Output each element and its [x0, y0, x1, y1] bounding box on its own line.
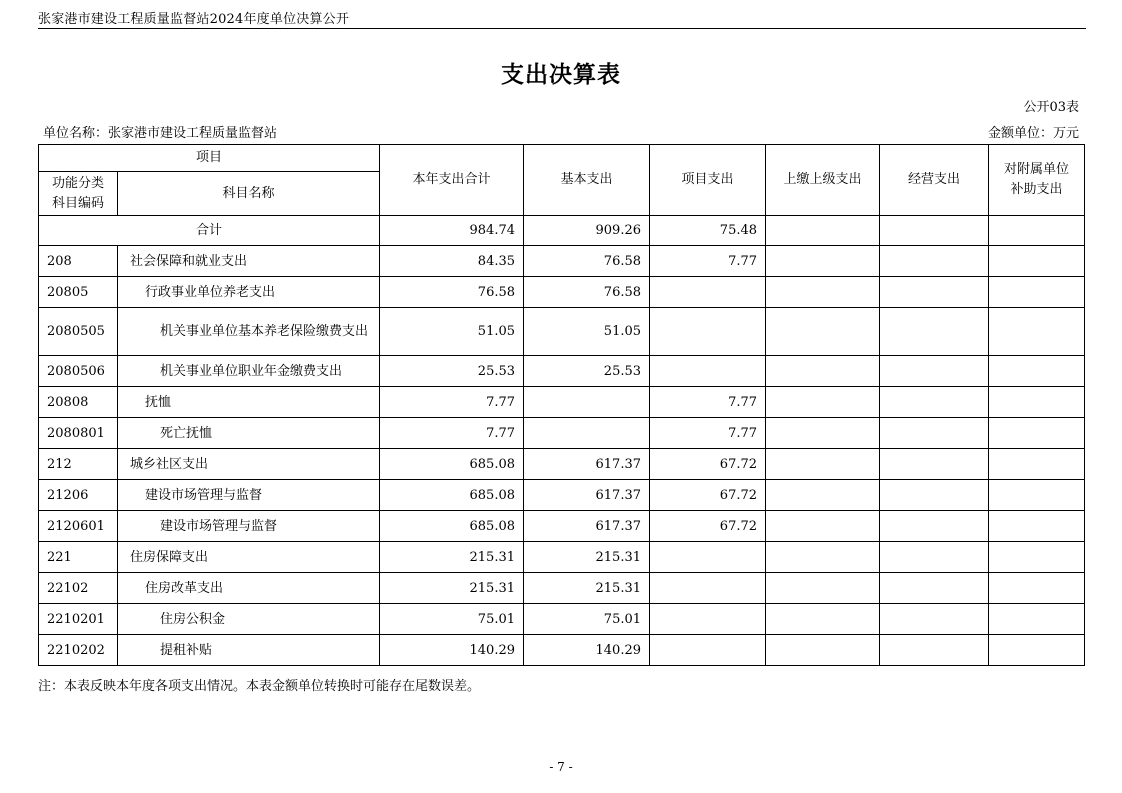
- total-cell: 685.08: [380, 511, 524, 542]
- basic-cell: 76.58: [524, 246, 650, 277]
- project-cell: [650, 542, 766, 573]
- remit-cell: [766, 308, 880, 356]
- name-cell: 机关事业单位职业年金缴费支出: [118, 356, 380, 387]
- code-cell: 2080505: [39, 308, 118, 356]
- table-row: [39, 511, 1085, 542]
- basic-cell: 215.31: [524, 573, 650, 604]
- unit-name: 单位名称：张家港市建设工程质量监督站: [43, 126, 278, 141]
- header-subject-name: 科目名称: [118, 172, 380, 216]
- name-cell: 行政事业单位养老支出: [118, 277, 380, 308]
- subsidy-cell: [989, 387, 1085, 418]
- code-cell: 2120601: [39, 511, 118, 542]
- code-cell: 2210202: [39, 635, 118, 666]
- table-note: 注：本表反映本年度各项支出情况。本表金额单位转换时可能存在尾数误差。: [38, 679, 481, 694]
- operating-cell: [880, 480, 989, 511]
- name-cell: 死亡抚恤: [118, 418, 380, 449]
- header-project: 项目: [39, 145, 380, 172]
- table-row: [39, 573, 1085, 604]
- table-row: [39, 449, 1085, 480]
- table-row: [39, 246, 1085, 277]
- remit-cell: [766, 277, 880, 308]
- code-cell: 21206: [39, 480, 118, 511]
- remit-cell: [766, 418, 880, 449]
- remit-cell: [766, 480, 880, 511]
- basic-cell: [524, 418, 650, 449]
- total-cell: 140.29: [380, 635, 524, 666]
- project-cell: 7.77: [650, 246, 766, 277]
- remit-cell: [766, 635, 880, 666]
- basic-cell: 617.37: [524, 449, 650, 480]
- table-row: [39, 542, 1085, 573]
- operating-cell: [880, 246, 989, 277]
- header-func-code: [39, 172, 118, 216]
- code-cell: 2080506: [39, 356, 118, 387]
- code-cell: 2210201: [39, 604, 118, 635]
- header-subsidy: [989, 145, 1085, 216]
- total-cell: 25.53: [380, 356, 524, 387]
- subsidy-cell: [989, 604, 1085, 635]
- project-cell: 67.72: [650, 449, 766, 480]
- amount-unit: 金额单位：万元: [987, 126, 1079, 141]
- project-cell: 7.77: [650, 387, 766, 418]
- operating-cell: [880, 356, 989, 387]
- operating-cell: [880, 635, 989, 666]
- subsidy-cell: [989, 542, 1085, 573]
- project-cell: [650, 277, 766, 308]
- operating-cell: [880, 308, 989, 356]
- table-header: [39, 145, 1085, 216]
- document-title: 支出决算表: [501, 61, 621, 88]
- remit-cell: [766, 449, 880, 480]
- code-cell: 22102: [39, 573, 118, 604]
- operating-cell: [880, 542, 989, 573]
- basic-cell: 76.58: [524, 277, 650, 308]
- remit-cell: [766, 387, 880, 418]
- name-cell: 社会保障和就业支出: [118, 246, 380, 277]
- total-cell: 7.77: [380, 387, 524, 418]
- remit-cell: [766, 573, 880, 604]
- basic-cell: 25.53: [524, 356, 650, 387]
- project-cell: [650, 573, 766, 604]
- remit-cell: [766, 542, 880, 573]
- project-cell: 67.72: [650, 511, 766, 542]
- table-body: [39, 216, 1085, 666]
- header-func-code-line1: 功能分类: [51, 175, 104, 191]
- operating-cell: [880, 216, 989, 246]
- total-row: [39, 216, 1085, 246]
- operating-cell: [880, 418, 989, 449]
- code-cell: 20805: [39, 277, 118, 308]
- basic-cell: [524, 387, 650, 418]
- total-cell: 215.31: [380, 573, 524, 604]
- total-cell: 685.08: [380, 480, 524, 511]
- remit-cell: [766, 246, 880, 277]
- header-operating: 经营支出: [880, 145, 989, 216]
- operating-cell: [880, 604, 989, 635]
- header-func-code-line2: 科目编码: [51, 195, 104, 211]
- basic-cell: 617.37: [524, 511, 650, 542]
- subsidy-cell: [989, 635, 1085, 666]
- subsidy-cell: [989, 308, 1085, 356]
- header-basic: 基本支出: [524, 145, 650, 216]
- project-cell: [650, 635, 766, 666]
- operating-cell: [880, 573, 989, 604]
- basic-cell: 75.01: [524, 604, 650, 635]
- name-cell: 住房保障支出: [118, 542, 380, 573]
- total-cell: 51.05: [380, 308, 524, 356]
- subsidy-cell: [989, 246, 1085, 277]
- basic-cell: 909.26: [524, 216, 650, 246]
- operating-cell: [880, 387, 989, 418]
- table-row: [39, 418, 1085, 449]
- basic-cell: 140.29: [524, 635, 650, 666]
- subsidy-cell: [989, 480, 1085, 511]
- remit-cell: [766, 216, 880, 246]
- page-header: 张家港市建设工程质量监督站2024年度单位决算公开: [38, 12, 350, 27]
- project-cell: 75.48: [650, 216, 766, 246]
- table-row: [39, 277, 1085, 308]
- table-row: [39, 635, 1085, 666]
- subsidy-cell: [989, 216, 1085, 246]
- name-cell: 住房改革支出: [118, 573, 380, 604]
- header-divider: [38, 28, 1086, 29]
- table-code: 公开03表: [1023, 100, 1079, 115]
- basic-cell: 617.37: [524, 480, 650, 511]
- code-cell: 20808: [39, 387, 118, 418]
- operating-cell: [880, 511, 989, 542]
- project-cell: [650, 604, 766, 635]
- subsidy-cell: [989, 356, 1085, 387]
- total-cell: 75.01: [380, 604, 524, 635]
- header-subsidy-line1: 对附属单位: [1004, 162, 1070, 177]
- subsidy-cell: [989, 573, 1085, 604]
- remit-cell: [766, 604, 880, 635]
- project-cell: [650, 308, 766, 356]
- operating-cell: [880, 277, 989, 308]
- name-cell: 提租补贴: [118, 635, 380, 666]
- total-cell: 76.58: [380, 277, 524, 308]
- total-cell: 215.31: [380, 542, 524, 573]
- code-cell: 2080801: [39, 418, 118, 449]
- project-cell: [650, 356, 766, 387]
- remit-cell: [766, 356, 880, 387]
- basic-cell: 215.31: [524, 542, 650, 573]
- table-row: [39, 480, 1085, 511]
- subsidy-cell: [989, 449, 1085, 480]
- subsidy-cell: [989, 418, 1085, 449]
- code-cell: 212: [39, 449, 118, 480]
- basic-cell: 51.05: [524, 308, 650, 356]
- table-row: [39, 308, 1085, 356]
- header-project-expenditure: 项目支出: [650, 145, 766, 216]
- operating-cell: [880, 449, 989, 480]
- total-cell: 84.35: [380, 246, 524, 277]
- project-cell: 7.77: [650, 418, 766, 449]
- name-cell: 住房公积金: [118, 604, 380, 635]
- code-cell: 208: [39, 246, 118, 277]
- remit-cell: [766, 511, 880, 542]
- header-total: 本年支出合计: [380, 145, 524, 216]
- subsidy-cell: [989, 511, 1085, 542]
- name-cell: 建设市场管理与监督: [118, 480, 380, 511]
- table-row: [39, 356, 1085, 387]
- total-cell: 7.77: [380, 418, 524, 449]
- name-cell: 抚恤: [118, 387, 380, 418]
- table-row: [39, 604, 1085, 635]
- table-row: [39, 387, 1085, 418]
- total-cell: 984.74: [380, 216, 524, 246]
- name-cell: 机关事业单位基本养老保险缴费支出: [118, 308, 380, 356]
- total-label: 合计: [39, 216, 380, 246]
- header-remit-superior: 上缴上级支出: [766, 145, 880, 216]
- project-cell: 67.72: [650, 480, 766, 511]
- header-subsidy-line2: 补助支出: [1010, 182, 1063, 197]
- expenditure-table: [38, 144, 1085, 666]
- name-cell: 建设市场管理与监督: [118, 511, 380, 542]
- total-cell: 685.08: [380, 449, 524, 480]
- code-cell: 221: [39, 542, 118, 573]
- subsidy-cell: [989, 277, 1085, 308]
- page-number: - 7 -: [549, 760, 573, 774]
- name-cell: 城乡社区支出: [118, 449, 380, 480]
